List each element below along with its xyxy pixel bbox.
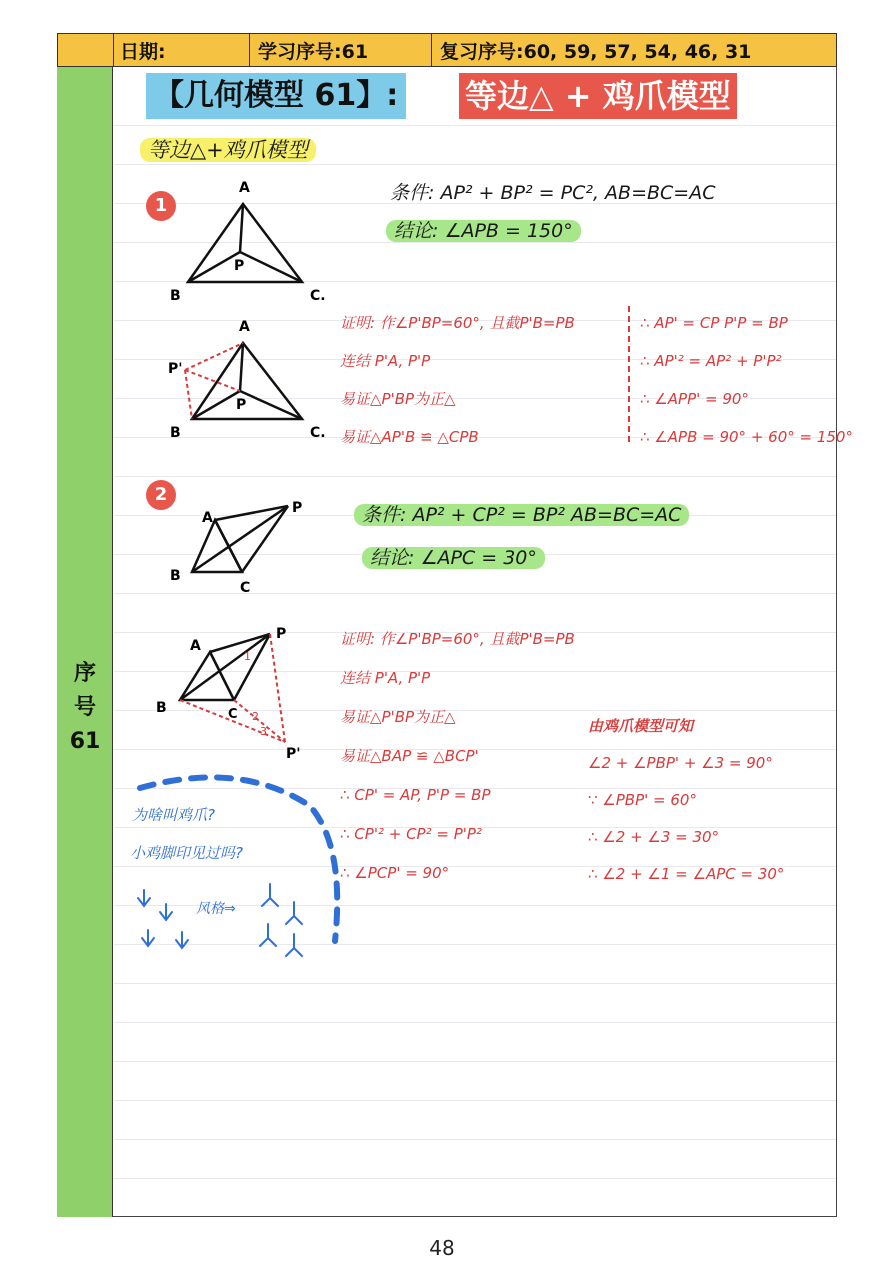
- proof-divider: [628, 306, 630, 442]
- example2-proof-right: [588, 708, 784, 893]
- header-bar: [57, 33, 837, 67]
- triangle-abc-3: [192, 520, 242, 572]
- example2-badge: 2: [146, 480, 176, 510]
- label-pprime: P': [168, 361, 183, 377]
- rule-line: [114, 1022, 836, 1023]
- rule-line: [114, 1178, 836, 1179]
- proof2-right-title: 由鸡爪模型可知: [588, 717, 694, 735]
- example2-condition-wrap: [354, 500, 689, 527]
- example1-badge: 1: [146, 191, 176, 221]
- sidebar-line2: 号: [73, 695, 96, 720]
- proof1-line: 易证△AP'B ≌ △CPB: [340, 428, 479, 446]
- foot-icon: [286, 934, 302, 956]
- foot-icon: [176, 932, 188, 948]
- segment-bp: [188, 252, 240, 282]
- example1-conclusion-wrap: [386, 216, 581, 243]
- example2-conclusion-wrap: [362, 543, 545, 570]
- example1-condition: 条件: AP² + BP² = PC², AB=BC=AC: [390, 182, 716, 204]
- label-a-2: A: [239, 319, 250, 335]
- segment-pp-prime: [270, 634, 285, 742]
- segment-pb-red: [185, 370, 192, 419]
- label-p-3: P: [292, 500, 303, 516]
- rule-line: [114, 1100, 836, 1101]
- foot-icon: [142, 930, 154, 946]
- proof1-right-line: ∴ AP'² = AP² + P'P²: [640, 352, 782, 370]
- proof2-right-line: ∴ ∠2 + ∠3 = 30°: [588, 828, 720, 846]
- segment-bp-2: [192, 391, 240, 419]
- rule-line: [114, 476, 836, 477]
- proof2-line: ∴ CP'² + CP² = P'P²: [340, 825, 482, 843]
- example2-condition: 条件: AP² + CP² = BP² AB=BC=AC: [354, 504, 689, 526]
- review-numbers: 复习序号:60, 59, 57, 54, 46, 31: [440, 40, 752, 63]
- subtitle-text: 等边△+鸡爪模型: [140, 138, 316, 162]
- diagram-2-proof: [150, 620, 330, 770]
- example1-proof: [340, 304, 575, 456]
- segment-ap-2: [240, 343, 243, 391]
- sidebar-line1: 序: [73, 661, 96, 686]
- label-b-2: B: [170, 425, 181, 441]
- chicken-feet-icons: [134, 880, 314, 960]
- proof2-line: ∴ ∠PCP' = 90°: [340, 864, 450, 882]
- label-b: B: [170, 288, 181, 304]
- angle-label-2: 2: [252, 710, 259, 723]
- subtitle: [140, 134, 316, 164]
- rule-line: [114, 125, 836, 126]
- rule-line: [114, 164, 836, 165]
- rule-line: [114, 1139, 836, 1140]
- diagram-2: [160, 492, 330, 602]
- label-p-4: P: [276, 626, 287, 642]
- label-c-4: C: [228, 707, 238, 722]
- rule-line: [114, 983, 836, 984]
- proof1-right-line: ∴ AP' = CP P'P = BP: [640, 314, 788, 332]
- proof2-line: 证明: 作∠P'BP=60°, 且截P'B=PB: [340, 630, 575, 648]
- foot-icon: [138, 890, 150, 906]
- label-a-3: A: [202, 510, 213, 526]
- label-p: P: [234, 258, 245, 274]
- example1-proof-right: [640, 304, 853, 456]
- date-cell: [114, 34, 250, 66]
- angle-label-1: 1: [244, 650, 251, 663]
- label-a: A: [239, 180, 250, 196]
- label-p-2: P: [236, 397, 247, 413]
- proof2-line: 连结 P'A, P'P: [340, 669, 431, 687]
- proof2-right-line: ∠2 + ∠PBP' + ∠3 = 90°: [588, 754, 773, 772]
- proof2-line: 易证△P'BP为正△: [340, 708, 456, 726]
- label-c-3: C: [240, 580, 251, 596]
- segment-cp: [240, 252, 302, 282]
- rule-line: [114, 1061, 836, 1062]
- label-b-3: B: [170, 568, 181, 584]
- review-no-cell: [432, 34, 836, 66]
- example1-conclusion: 结论: ∠APB = 150°: [386, 220, 581, 242]
- header-corner: [58, 34, 114, 66]
- proof1-right-line: ∴ ∠APB = 90° + 60° = 150°: [640, 428, 853, 446]
- label-b-4: B: [156, 700, 167, 716]
- segment-ap: [240, 204, 243, 252]
- proof1-line: 证明: 作∠P'BP=60°, 且截P'B=PB: [340, 314, 575, 332]
- date-label: 日期:: [120, 40, 166, 63]
- foot-icon: [260, 924, 276, 946]
- sidebar-label: [57, 657, 113, 759]
- example2-conclusion: 结论: ∠APC = 30°: [362, 547, 545, 569]
- angle-label-3: 3: [260, 725, 267, 738]
- triangle-abc: [188, 204, 302, 282]
- page-number: 48: [429, 1236, 455, 1260]
- diagram-1: [160, 176, 340, 306]
- example2-proof: [340, 620, 575, 893]
- segment-ac-3: [215, 520, 242, 572]
- proof1-line: 连结 P'A, P'P: [340, 352, 431, 370]
- note-line3: 风格⇒: [196, 901, 236, 917]
- foot-icon: [160, 904, 172, 920]
- proof1-right-line: ∴ ∠APP' = 90°: [640, 390, 749, 408]
- note-line1: 为啥叫鸡爪?: [132, 806, 215, 824]
- page-title-left: 【几何模型 61】:: [146, 73, 406, 119]
- proof2-line: 易证△BAP ≌ △BCP': [340, 747, 479, 765]
- diagram-1-proof: [160, 315, 340, 445]
- foot-icon: [286, 902, 302, 924]
- foot-icon: [262, 884, 278, 906]
- label-c-2: C.: [310, 425, 326, 441]
- proof2-line: ∴ CP' = AP, P'P = BP: [340, 786, 491, 804]
- proof2-right-line: ∴ ∠2 + ∠1 = ∠APC = 30°: [588, 865, 785, 883]
- study-no-cell: [250, 34, 432, 66]
- page-title-right: 等边△ + 鸡爪模型: [459, 73, 737, 119]
- triangle-abc-2: [192, 343, 302, 419]
- label-pprime-4: P': [286, 746, 301, 762]
- label-c: C.: [310, 288, 326, 304]
- note-line2: 小鸡脚印见过吗?: [130, 844, 243, 862]
- sidebar-line3: 61: [69, 729, 101, 754]
- proof2-right-line: ∵ ∠PBP' = 60°: [588, 791, 697, 809]
- sidebar: [57, 67, 113, 1217]
- label-a-4: A: [190, 638, 201, 654]
- study-number: 学习序号:61: [258, 40, 369, 63]
- proof1-line: 易证△P'BP为正△: [340, 390, 456, 408]
- segment-cp-3: [242, 506, 288, 572]
